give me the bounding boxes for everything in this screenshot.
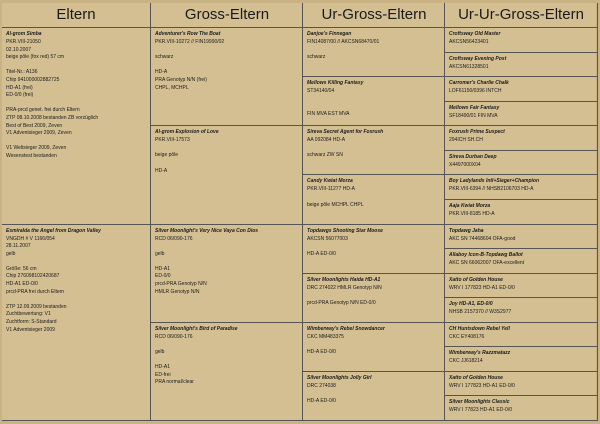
detail-line: PRA normal/clear (155, 379, 194, 386)
detail-line: PKR.VIII-17573 (155, 137, 190, 144)
detail-line (307, 103, 442, 111)
detail-line (6, 100, 147, 108)
detail-line: schwarz ZW SN (307, 152, 343, 159)
dog-name: Mellows Fair Fantasy (449, 104, 500, 111)
great-great-grandparent-entry (445, 249, 597, 274)
detail-line: V1 Weltsieger 2009, Zeven (6, 145, 67, 152)
grandparent-entry (151, 126, 303, 224)
detail-line: Best of Best 2009, Zeven (6, 122, 63, 129)
dog-name: Candy Kwiat Morza (307, 178, 353, 185)
great-grandparent-entry (303, 323, 445, 372)
detail-line: HD-A1 ED-0/0 (6, 281, 38, 288)
detail-line: V1 Adventsieger 2009, Zeven (6, 130, 72, 137)
great-grandparent-entry (303, 372, 445, 421)
detail-line: HD-A1 (155, 265, 171, 272)
dog-name: Croftsway Evening Post (449, 55, 507, 62)
great-great-grandparent-entry (445, 347, 597, 372)
dog-name: Topdawg Jaha (449, 227, 484, 234)
detail-line (6, 62, 147, 70)
detail-line: Größe: 56 cm (6, 265, 37, 272)
detail-line: beige pôle (fox red) 57 cm (6, 54, 65, 61)
grandparent-entry (151, 323, 303, 421)
great-grandparent-entry (303, 175, 445, 224)
detail-line: gelb (155, 348, 165, 355)
detail-line: ZTP 08.10.2008 bestanden ZB vorzüglich (6, 114, 99, 121)
detail-line: DRC 274022 HMLR Genotyp N/N (307, 284, 382, 291)
header-ur-gross-eltern: Ur-Gross-Eltern (303, 3, 445, 28)
detail-line (155, 145, 300, 153)
detail-line: 28.11.2007 (6, 243, 31, 250)
great-grandparent-entry (303, 77, 445, 126)
detail-line: AKC SN 74468604 OFA-good (449, 235, 516, 242)
detail-line: AA 092084 HD-A (307, 137, 346, 144)
great-great-grandparent-entry (445, 77, 597, 102)
detail-line (307, 96, 442, 104)
great-great-grandparent-entry (445, 323, 597, 348)
great-great-grandparent-entry (445, 274, 597, 299)
detail-line: HD-A ED-0/0 (307, 250, 336, 257)
detail-line: 294ICH SH.CH (449, 137, 483, 144)
detail-line: schwarz (155, 54, 174, 61)
detail-line: AKC SN 66062007 OFA-excellent (449, 260, 525, 267)
detail-line: HD-A1 (155, 364, 171, 371)
detail-line: prcd-PRA Genotyp N/N (155, 281, 207, 288)
detail-line: LOF61150/0396 INTCH (449, 88, 502, 95)
detail-line: Wesenstest bestanden (6, 152, 57, 159)
detail-line: prcd-PRA Genotyp N/N ED-0/0 (307, 299, 376, 306)
detail-line: PKR.VIII-10272 // FIN19990/02 (155, 39, 225, 45)
detail-line: PKR.VIII-8185 HD-A (449, 210, 495, 217)
detail-line: DRC 274038 (307, 382, 336, 389)
header-gross-eltern: Gross-Eltern (151, 3, 303, 28)
dog-name: Foxrush Prime Suspect (449, 129, 505, 136)
detail-line: CHPL, MCHPL (155, 84, 189, 91)
detail-line: AKCSN61328501 (449, 63, 489, 70)
detail-line: CKC EY408176 (449, 333, 485, 340)
dog-name: Sireva Secret Agent for Foxrush (307, 129, 384, 136)
pedigree-sheet (2, 3, 596, 421)
detail-line: PRA Genotyp N/N (frei) (155, 76, 207, 83)
detail-line: PKR.VIII-21050 (6, 39, 41, 45)
detail-line: CKC JJ618214 (449, 358, 483, 365)
dog-name: Silver Moonlight's Very Nice Vaya Con Dios (155, 227, 259, 234)
detail-line: Titel-Nr.: A136 (6, 69, 38, 76)
dog-name: Joy HD-A1, ED-0/0 (449, 301, 493, 308)
detail-line: NHSB 2157370 // W3S2977 (449, 309, 512, 316)
detail-line: beige pôle (155, 152, 179, 159)
detail-line: HD-A1 (frei) (6, 84, 33, 91)
detail-line: Chip 941000002882725 (6, 76, 60, 83)
grandparent-entry (151, 225, 303, 323)
detail-line: WRV I 177823 HD-A1 ED-0/0 (449, 382, 515, 389)
column-ur-gross-eltern (302, 3, 445, 421)
dog-name: Sireva Durban Deep (449, 153, 497, 160)
detail-line: Zuchtform: S-Standard (6, 319, 57, 326)
header-ur-ur-gross-eltern: Ur-Ur-Gross-Eltern (445, 3, 597, 28)
detail-line: ZTP 12.09.2009 bestanden (6, 303, 67, 310)
detail-line (6, 296, 147, 304)
detail-line (307, 194, 442, 202)
detail-line: PRA-prcd genet. frei durch Eltern (6, 107, 80, 114)
great-grandparent-entry (303, 126, 445, 175)
detail-line: ED-frei (155, 371, 171, 378)
great-great-grandparent-entry (445, 175, 597, 200)
dog-name: Silver Moonlights Jolly Girl (307, 374, 372, 381)
dog-name: Danjoe's Finnegan (307, 31, 352, 37)
detail-line (155, 258, 300, 266)
detail-line (307, 47, 442, 55)
great-great-grandparent-entry (445, 126, 597, 151)
detail-line (307, 243, 442, 251)
detail-line (307, 341, 442, 349)
detail-line: RCD 06/090-176 (155, 235, 193, 242)
great-great-grandparent-entry (445, 151, 597, 176)
great-great-grandparent-entry (445, 28, 597, 53)
dog-name: CH Huntsdown Rebel Yell (449, 325, 510, 332)
detail-line: Chip 276098102420687 (6, 273, 60, 280)
detail-line (6, 258, 147, 266)
dog-name: Wimberway's Rebel Snowdancer (307, 325, 385, 332)
detail-line: HMLR Genotyp N/N (155, 288, 200, 295)
detail-line: gelb (6, 250, 16, 257)
great-great-grandparent-entry (445, 200, 597, 225)
dog-name: Aaja Kwiat Morza (449, 202, 491, 209)
detail-line: HD-A (155, 69, 168, 76)
detail-line (307, 145, 442, 153)
dog-name: Xatto of Golden House (449, 276, 503, 283)
dog-name: Croftsway Old Master (449, 31, 501, 37)
column-gross-eltern (150, 3, 303, 421)
column-ur-ur-gross-eltern (444, 3, 598, 421)
dog-name: Al-grom Explosion of Love (155, 129, 219, 136)
dog-name: Mellows Killing Fantasy (307, 80, 364, 87)
detail-line (155, 357, 300, 365)
parent-entry (2, 28, 150, 225)
detail-line: Zuchtbewertung: V1 (6, 311, 51, 318)
detail-line: PKR.VIII-6394 // NHSB2106703 HD-A (449, 186, 534, 193)
dog-name: Adventurer's Row The Boat (155, 31, 221, 37)
detail-line (155, 62, 300, 70)
dog-name: Boy Ladylands Intl+Sieger+Champion (449, 178, 540, 185)
detail-line: WRV I 177823 HD-A1 ED-0/0 (449, 284, 515, 291)
detail-line: HD-A (155, 167, 168, 174)
detail-line (155, 243, 300, 251)
detail-line: prcd-PRA frei durch Eltern (6, 288, 65, 295)
dog-name: Esmiralda the Angel from Dragon Valley (6, 227, 101, 234)
detail-line: V1 Adventsieger 2009 (6, 326, 55, 333)
detail-line: ED-0/0 (155, 273, 171, 280)
column-eltern (2, 3, 150, 421)
great-grandparent-entry (303, 28, 445, 77)
dog-name: Silver Moonlights Haida HD-A1 (307, 276, 381, 283)
dog-name: Silver Moonlights Classic (449, 399, 510, 406)
detail-line: VNGDH # V 1166/054 (6, 235, 55, 242)
detail-line (155, 341, 300, 349)
dog-name: Silver Moonlight's Bird of Paradise (155, 325, 238, 332)
detail-line: 02.10.2007 (6, 46, 32, 53)
dog-name: Wimberway's Razzmatazz (449, 350, 511, 357)
detail-line: gelb (155, 250, 165, 257)
dog-name: Carromer's Charlie Chalk (449, 80, 509, 87)
dog-name: Allaboy Icon-B-Topdawg Ballot (449, 252, 523, 259)
dog-name: Topdawgs Shooting Star Moose (307, 227, 383, 234)
great-grandparent-entry (303, 274, 445, 323)
header-eltern: Eltern (2, 3, 150, 28)
detail-line: FIN14087/00 // AKCSN68470/01 (307, 39, 380, 45)
detail-line: X4497000X04 (449, 161, 481, 168)
detail-line (155, 47, 300, 55)
detail-line: PKR.VIII-11277 HD-A (307, 186, 355, 193)
detail-line: schwarz (307, 54, 326, 61)
detail-line: RCD 06/090-176 (155, 333, 193, 340)
detail-line: AKCSN56423401 (449, 39, 489, 45)
detail-line: HD-A ED-0/0 (307, 348, 336, 355)
detail-line (6, 138, 147, 146)
great-great-grandparent-entry (445, 372, 597, 397)
great-great-grandparent-entry (445, 102, 597, 127)
grandparent-entry (151, 28, 303, 126)
great-great-grandparent-entry (445, 396, 597, 421)
dog-name: Al-grom Simba (6, 31, 42, 37)
dog-name: Xatto of Golden House (449, 374, 503, 381)
detail-line: AKCSN 56077003 (307, 235, 348, 242)
detail-line (307, 292, 442, 300)
detail-line: CKC MM483375 (307, 333, 344, 340)
detail-line: ST34140/04 (307, 88, 335, 95)
parent-entry (2, 225, 150, 422)
detail-line: beige pôle MCHPL CHPL (307, 201, 364, 208)
great-grandparent-entry (303, 225, 445, 274)
detail-line: ED-0/0 (frei) (6, 92, 34, 99)
detail-line (307, 390, 442, 398)
detail-line: FIN MVA EST MVA (307, 110, 350, 117)
detail-line: HD-A ED-0/0 (307, 398, 336, 405)
detail-line: WRV I 77823 HD-A1 ED-0/0 (449, 407, 512, 414)
great-great-grandparent-entry (445, 225, 597, 250)
detail-line (155, 160, 300, 168)
great-great-grandparent-entry (445, 298, 597, 323)
detail-line: SF18490/01 FIN MVA (449, 112, 498, 119)
great-great-grandparent-entry (445, 53, 597, 78)
